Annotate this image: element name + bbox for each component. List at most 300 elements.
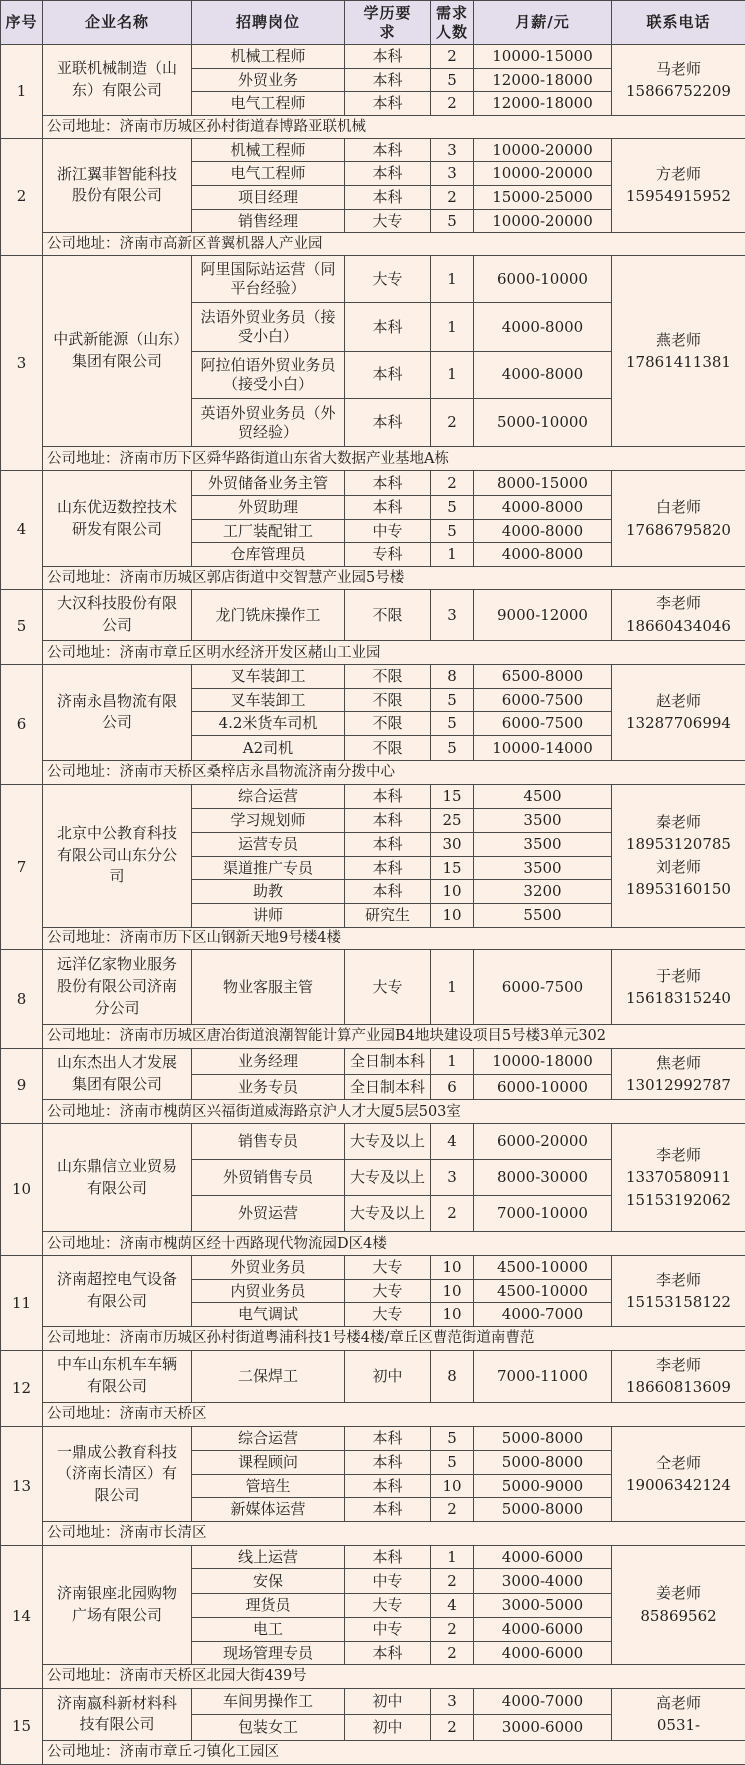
address-value: 济南市槐荫区经十西路现代物流园D区4楼 [119, 1235, 387, 1252]
job-title: 讲师 [192, 904, 345, 928]
row-seq: 5 [1, 589, 43, 665]
address-row [1, 566, 745, 589]
job-title: 阿拉伯语外贸业务员（接受小白） [192, 351, 345, 398]
address-row [1, 1024, 745, 1048]
job-count: 2 [431, 1196, 474, 1232]
address-label: 公司地址： [47, 118, 120, 135]
company-name: 中车山东机车车辆有限公司 [43, 1350, 192, 1402]
job-row [1, 1545, 745, 1569]
header-count: 需求人数 [431, 1, 474, 45]
job-education: 专科 [345, 543, 431, 567]
job-salary: 3200 [474, 880, 612, 904]
job-title: 运营专员 [192, 833, 345, 857]
job-education: 本科 [345, 92, 431, 116]
contact-person: 秦老师 [655, 812, 701, 831]
job-title: 包装女工 [192, 1714, 345, 1740]
contact-phone: 18660434046 [626, 616, 731, 635]
contact-person: 赵老师 [655, 691, 701, 710]
job-education: 本科 [345, 185, 431, 209]
company-address [43, 1327, 745, 1351]
job-count: 3 [431, 1688, 474, 1714]
contact-person: 焦老师 [655, 1053, 701, 1072]
job-count: 5 [431, 1451, 474, 1475]
job-count: 3 [431, 138, 474, 162]
company-name: 一鼎成公教育科技（济南长清区）有限公司 [43, 1427, 192, 1522]
job-title: 线上运营 [192, 1545, 345, 1569]
job-salary: 4500 [474, 784, 612, 809]
company-name: 中武新能源（山东）集团有限公司 [43, 255, 192, 447]
job-education: 全日制本科 [345, 1074, 431, 1100]
address-label: 公司地址： [47, 1668, 120, 1685]
contact-cell [612, 665, 745, 761]
company-address [43, 566, 745, 589]
job-count: 10 [431, 904, 474, 928]
job-salary: 3500 [474, 833, 612, 857]
job-salary: 8000-30000 [474, 1160, 612, 1196]
company-name: 济南永昌物流有限公司 [43, 665, 192, 761]
job-education: 不限 [345, 736, 431, 761]
contact-person: 仝老师 [655, 1453, 701, 1472]
job-title: 新媒体运营 [192, 1498, 345, 1522]
contact-phone: 18953160150 [626, 880, 731, 899]
contact-phone: 0531- [656, 1716, 701, 1735]
company-name: 济南嬴科新材料科技有限公司 [43, 1688, 192, 1740]
contact-cell [612, 1545, 745, 1664]
job-education: 本科 [345, 1545, 431, 1569]
job-salary: 10000-14000 [474, 736, 612, 761]
job-salary: 4000-8000 [474, 519, 612, 543]
header-company: 企业名称 [43, 1, 192, 45]
job-salary: 10000-20000 [474, 138, 612, 162]
job-count: 30 [431, 833, 474, 857]
job-row [1, 1124, 745, 1160]
job-salary: 7000-10000 [474, 1196, 612, 1232]
address-label: 公司地址： [47, 235, 120, 252]
job-education: 本科 [345, 162, 431, 186]
header-row [1, 1, 745, 45]
company-name: 山东优迈数控技术研发有限公司 [43, 471, 192, 567]
job-title: A2司机 [192, 736, 345, 761]
job-title: 管培生 [192, 1474, 345, 1498]
address-label: 公司地址： [47, 1235, 120, 1252]
job-title: 外贸业务员 [192, 1256, 345, 1280]
job-count: 3 [431, 162, 474, 186]
job-title: 车间男操作工 [192, 1688, 345, 1714]
job-count: 10 [431, 1303, 474, 1327]
job-row [1, 1688, 745, 1714]
job-title: 物业客服主管 [192, 950, 345, 1025]
contact-cell [612, 1048, 745, 1100]
address-row [1, 1100, 745, 1124]
address-value: 济南市天桥区 [119, 1406, 207, 1423]
address-label: 公司地址： [47, 644, 120, 661]
company-name: 济南银座北园购物广场有限公司 [43, 1545, 192, 1664]
address-row [1, 1232, 745, 1256]
job-education: 本科 [345, 471, 431, 496]
job-row [1, 665, 745, 689]
contact-cell [612, 784, 745, 927]
job-title: 综合运营 [192, 1427, 345, 1451]
job-education: 大专及以上 [345, 1160, 431, 1196]
job-count: 2 [431, 1617, 474, 1641]
address-label: 公司地址： [47, 764, 120, 781]
job-salary: 10000-20000 [474, 209, 612, 233]
contact-person: 马老师 [655, 59, 701, 78]
address-row [1, 447, 745, 471]
job-count: 5 [431, 1427, 474, 1451]
job-title: 综合运营 [192, 784, 345, 809]
job-count: 5 [431, 519, 474, 543]
contact-phone: 18953120785 [626, 835, 731, 854]
table-body [1, 45, 745, 1765]
contact-cell [612, 1256, 745, 1327]
company-address [43, 1232, 745, 1256]
address-value: 济南市高新区普翼机器人产业园 [119, 235, 323, 252]
job-title: 阿里国际站运营（同平台经验） [192, 255, 345, 302]
header-education: 学历要求 [345, 1, 431, 45]
job-education: 不限 [345, 712, 431, 736]
job-education: 大专 [345, 1256, 431, 1280]
contact-person: 李老师 [655, 1270, 701, 1289]
job-count: 10 [431, 880, 474, 904]
row-seq: 1 [1, 45, 43, 139]
job-education: 本科 [345, 784, 431, 809]
header-position: 招聘岗位 [192, 1, 345, 45]
company-address [43, 1740, 745, 1764]
address-row [1, 927, 745, 950]
job-title: 机械工程师 [192, 138, 345, 162]
job-education: 本科 [345, 138, 431, 162]
job-salary: 6000-7500 [474, 950, 612, 1025]
contact-person: 高老师 [655, 1693, 701, 1712]
job-count: 3 [431, 1160, 474, 1196]
job-salary: 5500 [474, 904, 612, 928]
row-seq: 12 [1, 1350, 43, 1427]
job-title: 外贸销售专员 [192, 1160, 345, 1196]
job-title: 销售专员 [192, 1124, 345, 1160]
contact-cell [612, 255, 745, 447]
job-education: 本科 [345, 833, 431, 857]
job-salary: 4000-7000 [474, 1688, 612, 1714]
job-title: 业务经理 [192, 1048, 345, 1074]
job-row [1, 950, 745, 1025]
contact-cell [612, 45, 745, 116]
job-count: 5 [431, 495, 474, 519]
address-value: 济南市历城区唐冶街道浪潮智能计算产业园B4地块建设项目5号楼3单元302 [119, 1028, 607, 1045]
job-salary: 12000-18000 [474, 92, 612, 116]
contact-cell [612, 1350, 745, 1402]
job-count: 5 [431, 688, 474, 712]
job-row [1, 1256, 745, 1280]
job-education: 本科 [345, 303, 431, 351]
job-salary: 6000-7500 [474, 712, 612, 736]
row-seq: 9 [1, 1048, 43, 1124]
job-count: 6 [431, 1074, 474, 1100]
job-salary: 4000-8000 [474, 303, 612, 351]
address-value: 济南市长清区 [119, 1525, 207, 1542]
job-salary: 4000-6000 [474, 1617, 612, 1641]
job-education: 中专 [345, 519, 431, 543]
job-salary: 5000-8000 [474, 1427, 612, 1451]
job-row [1, 45, 745, 69]
job-title: 理货员 [192, 1594, 345, 1618]
job-salary: 4000-7000 [474, 1303, 612, 1327]
job-salary: 4500-10000 [474, 1256, 612, 1280]
company-address [43, 1024, 745, 1048]
address-row [1, 116, 745, 139]
job-count: 1 [431, 255, 474, 302]
contact-cell [612, 471, 745, 567]
row-seq: 6 [1, 665, 43, 784]
job-count: 2 [431, 471, 474, 496]
job-title: 叉车装卸工 [192, 665, 345, 689]
job-education: 本科 [345, 399, 431, 447]
job-title: 外贸业务 [192, 68, 345, 92]
job-salary: 10000-15000 [474, 45, 612, 69]
job-salary: 12000-18000 [474, 68, 612, 92]
job-title: 课程顾问 [192, 1451, 345, 1475]
job-count: 1 [431, 1048, 474, 1074]
job-count: 5 [431, 712, 474, 736]
job-row [1, 255, 745, 302]
job-salary: 4000-8000 [474, 351, 612, 398]
job-title: 4.2米货车司机 [192, 712, 345, 736]
contact-cell [612, 1124, 745, 1232]
company-name: 大汉科技股份有限公司 [43, 589, 192, 641]
address-value: 济南市历下区山钢新天地9号楼4楼 [119, 930, 341, 947]
job-education: 大专 [345, 950, 431, 1025]
job-education: 本科 [345, 1451, 431, 1475]
address-value: 济南市章丘区明水经济开发区赭山工业园 [119, 644, 381, 661]
job-count: 2 [431, 1714, 474, 1740]
contact-phone: 15866752209 [626, 82, 731, 100]
job-education: 大专 [345, 255, 431, 302]
address-row [1, 1327, 745, 1351]
contact-phone: 85869562 [640, 1606, 717, 1625]
contact-person: 李老师 [655, 1145, 701, 1164]
job-education: 本科 [345, 351, 431, 398]
address-row [1, 641, 745, 665]
job-education: 全日制本科 [345, 1048, 431, 1074]
job-education: 大专 [345, 1594, 431, 1618]
job-title: 仓库管理员 [192, 543, 345, 567]
job-salary: 4000-6000 [474, 1641, 612, 1665]
company-address [43, 447, 745, 471]
job-title: 业务专员 [192, 1074, 345, 1100]
row-seq: 14 [1, 1545, 43, 1688]
address-value: 济南市天桥区北园大街439号 [119, 1668, 307, 1685]
job-count: 5 [431, 736, 474, 761]
job-salary: 4000-8000 [474, 495, 612, 519]
header-salary: 月薪/元 [474, 1, 612, 45]
job-title: 外贸储备业务主管 [192, 471, 345, 496]
job-education: 本科 [345, 45, 431, 69]
job-salary: 9000-12000 [474, 589, 612, 641]
job-education: 大专及以上 [345, 1124, 431, 1160]
job-education: 大专 [345, 1303, 431, 1327]
job-count: 5 [431, 209, 474, 233]
job-count: 3 [431, 589, 474, 641]
job-education: 研究生 [345, 904, 431, 928]
job-count: 25 [431, 809, 474, 833]
contact-phone: 19006342124 [626, 1476, 731, 1495]
address-label: 公司地址： [47, 1330, 120, 1347]
job-count: 2 [431, 1641, 474, 1665]
address-label: 公司地址： [47, 1744, 120, 1761]
job-title: 电工 [192, 1617, 345, 1641]
address-label: 公司地址： [47, 1028, 120, 1045]
row-seq: 3 [1, 255, 43, 470]
job-education: 初中 [345, 1350, 431, 1402]
job-row [1, 1350, 745, 1402]
contact-phone: 15153192062 [626, 1190, 731, 1209]
job-title: 叉车装卸工 [192, 688, 345, 712]
address-value: 济南市槐荫区兴福街道威海路京沪人才大厦5层503室 [119, 1103, 461, 1120]
job-education: 本科 [345, 1474, 431, 1498]
contact-phone: 15954915952 [626, 187, 731, 206]
job-salary: 6000-10000 [474, 1074, 612, 1100]
row-seq: 13 [1, 1427, 43, 1545]
job-salary: 4000-8000 [474, 543, 612, 567]
company-address [43, 116, 745, 139]
contact-phone: 17861411381 [626, 353, 731, 372]
job-salary: 10000-20000 [474, 162, 612, 186]
address-value: 济南市历城区孙村街道春博路亚联机械 [119, 118, 366, 135]
job-count: 1 [431, 351, 474, 398]
job-title: 内贸业务员 [192, 1279, 345, 1303]
job-title: 销售经理 [192, 209, 345, 233]
job-count: 10 [431, 1474, 474, 1498]
job-count: 2 [431, 185, 474, 209]
job-salary: 4500-10000 [474, 1279, 612, 1303]
address-value: 济南市章丘刁镇化工园区 [119, 1744, 279, 1761]
job-count: 1 [431, 543, 474, 567]
job-count: 8 [431, 1350, 474, 1402]
job-count: 2 [431, 1569, 474, 1594]
job-education: 不限 [345, 688, 431, 712]
job-salary: 5000-9000 [474, 1474, 612, 1498]
job-title: 助教 [192, 880, 345, 904]
address-row [1, 1522, 745, 1546]
row-seq: 4 [1, 471, 43, 589]
job-salary: 5000-8000 [474, 1498, 612, 1522]
row-seq: 10 [1, 1124, 43, 1256]
company-address [43, 233, 745, 256]
job-count: 2 [431, 1498, 474, 1522]
row-seq: 7 [1, 784, 43, 950]
job-education: 不限 [345, 665, 431, 689]
contact-cell [612, 589, 745, 641]
company-name: 济南超控电气设备有限公司 [43, 1256, 192, 1327]
job-salary: 3000-6000 [474, 1714, 612, 1740]
address-value: 济南市历城区孙村街道粤浦科技1号楼4楼/章丘区曹范街道南曹范 [119, 1330, 535, 1347]
job-education: 本科 [345, 880, 431, 904]
contact-cell [612, 1427, 745, 1522]
address-row [1, 1402, 745, 1427]
job-title: 外贸助理 [192, 495, 345, 519]
job-education: 本科 [345, 1498, 431, 1522]
job-title: 法语外贸业务员（接受小白） [192, 303, 345, 351]
row-seq: 15 [1, 1688, 43, 1764]
contact-phone: 15618315240 [626, 989, 731, 1008]
header-seq: 序号 [1, 1, 43, 45]
contact-phone: 13287706994 [626, 714, 731, 733]
job-education: 本科 [345, 809, 431, 833]
contact-cell [612, 1688, 745, 1740]
job-salary: 6000-10000 [474, 255, 612, 302]
address-value: 济南市历下区舜华路街道山东省大数据产业基地A栋 [119, 450, 449, 467]
job-row [1, 138, 745, 162]
job-count: 8 [431, 665, 474, 689]
job-salary: 3500 [474, 856, 612, 880]
job-title: 英语外贸业务员（外贸经验） [192, 399, 345, 447]
job-count: 1 [431, 303, 474, 351]
contact-person: 李老师 [655, 594, 701, 613]
address-row [1, 233, 745, 256]
address-row [1, 760, 745, 784]
job-title: 电气工程师 [192, 92, 345, 116]
job-title: 外贸运营 [192, 1196, 345, 1232]
address-label: 公司地址： [47, 1103, 120, 1120]
contact-person: 姜老师 [655, 1584, 701, 1603]
job-education: 中专 [345, 1617, 431, 1641]
contact-person: 李老师 [655, 1355, 701, 1374]
job-count: 2 [431, 45, 474, 69]
job-count: 15 [431, 784, 474, 809]
job-title: 安保 [192, 1569, 345, 1594]
job-count: 2 [431, 92, 474, 116]
company-address [43, 1402, 745, 1427]
job-education: 本科 [345, 1641, 431, 1665]
job-title: 龙门铣床操作工 [192, 589, 345, 641]
job-salary: 15000-25000 [474, 185, 612, 209]
job-count: 15 [431, 856, 474, 880]
company-name: 山东鼎信立业贸易有限公司 [43, 1124, 192, 1232]
job-salary: 6500-8000 [474, 665, 612, 689]
contact-phone: 15153158122 [626, 1293, 731, 1312]
job-count: 1 [431, 1545, 474, 1569]
company-address [43, 927, 745, 950]
job-title: 机械工程师 [192, 45, 345, 69]
job-row [1, 1048, 745, 1074]
contact-person: 方老师 [655, 164, 701, 183]
company-name: 亚联机械制造（山东）有限公司 [43, 45, 192, 116]
company-name: 山东杰出人才发展集团有限公司 [43, 1048, 192, 1100]
company-name: 浙江翼菲智能科技股份有限公司 [43, 138, 192, 233]
job-title: 学习规划师 [192, 809, 345, 833]
job-row [1, 589, 745, 641]
job-count: 4 [431, 1124, 474, 1160]
job-title: 二保焊工 [192, 1350, 345, 1402]
address-label: 公司地址： [47, 569, 120, 586]
job-count: 5 [431, 68, 474, 92]
contact-cell [612, 138, 745, 233]
job-salary: 3000-4000 [474, 1569, 612, 1594]
address-label: 公司地址： [47, 1406, 120, 1423]
job-salary: 3500 [474, 809, 612, 833]
job-salary: 4000-6000 [474, 1545, 612, 1569]
job-education: 本科 [345, 1427, 431, 1451]
job-count: 2 [431, 399, 474, 447]
contact-person: 燕老师 [655, 330, 701, 349]
company-name: 远洋亿家物业服务股份有限公司济南分公司 [43, 950, 192, 1025]
company-address [43, 1665, 745, 1689]
row-seq: 2 [1, 138, 43, 255]
contact-cell [612, 950, 745, 1025]
row-seq: 8 [1, 950, 43, 1048]
job-education: 大专 [345, 1279, 431, 1303]
contact-person: 于老师 [655, 966, 701, 985]
